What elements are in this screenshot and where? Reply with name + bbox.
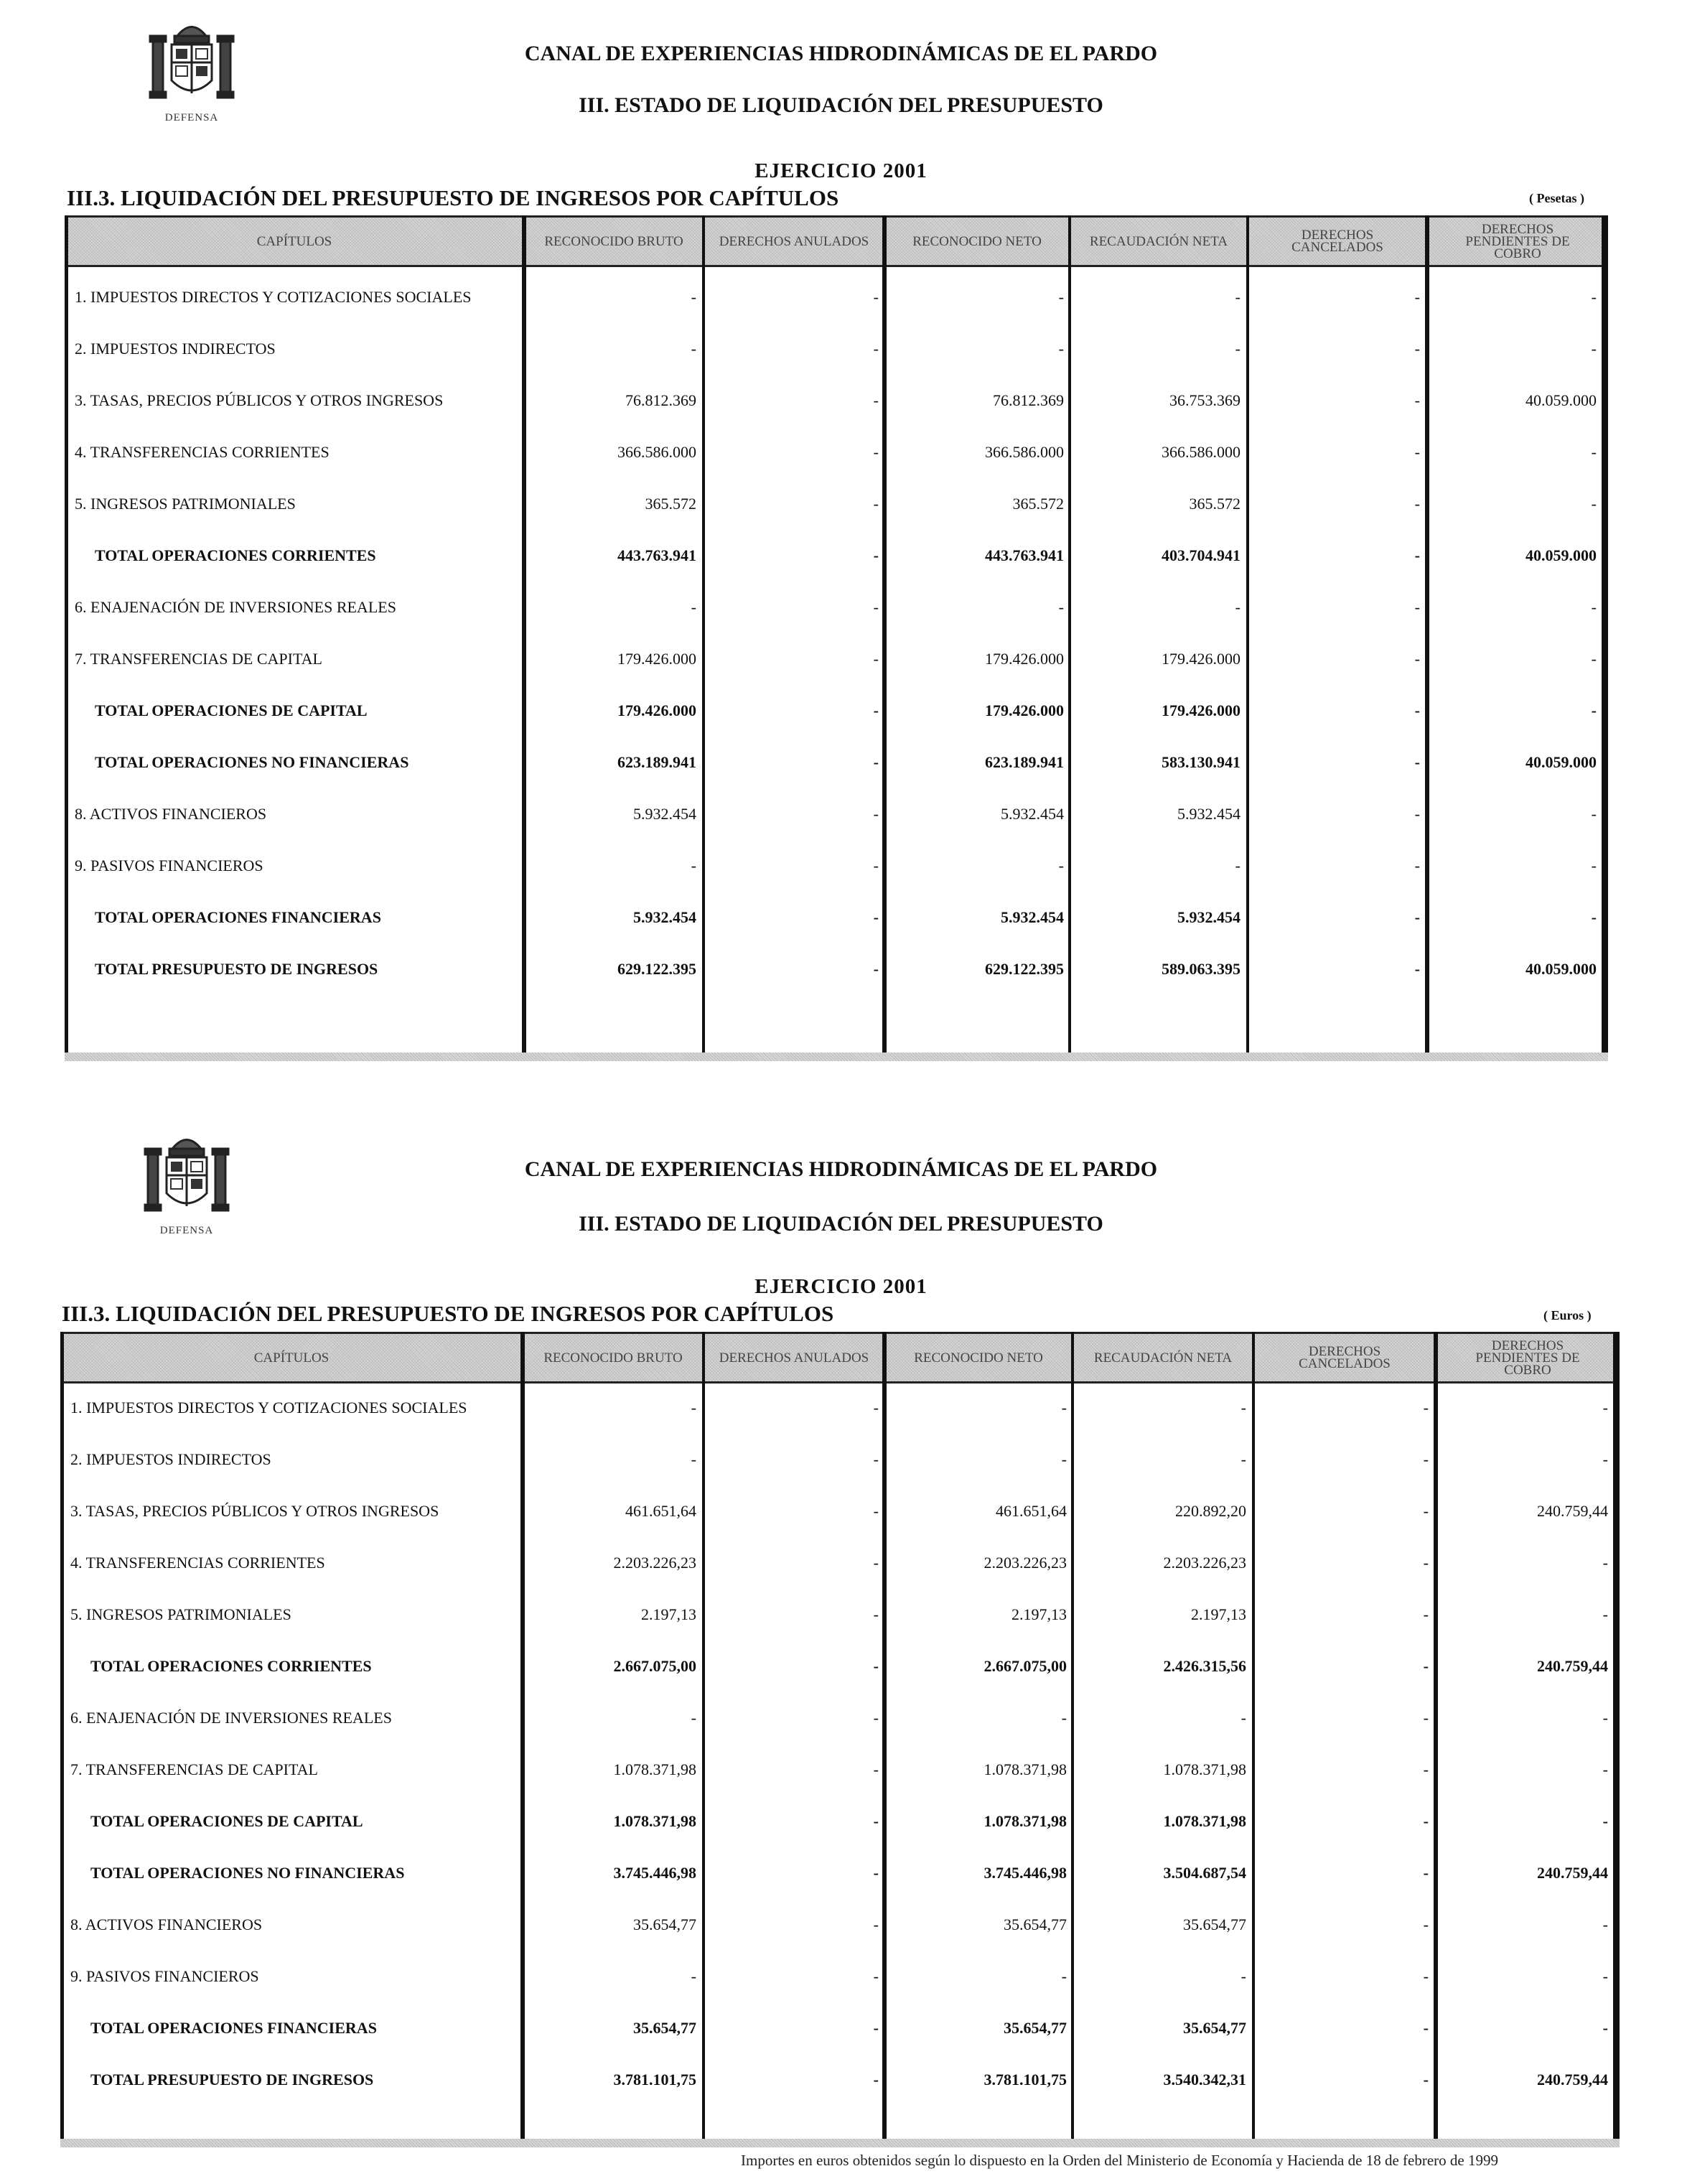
cell-derechos-cancelados: - [1423,1657,1429,1675]
cell-derechos-anulados: - [873,1864,879,1882]
table-row [60,1755,1620,1784]
cell-recaudacion-neta: - [1235,340,1241,358]
cell-reconocido-bruto: - [691,1709,696,1727]
cell-recaudacion-neta: - [1235,288,1241,306]
cell-reconocido-neto: 3.745.446,98 [983,1864,1067,1882]
cell-derechos-cancelados: - [1423,1864,1429,1882]
cell-reconocido-neto: - [1061,1709,1067,1727]
cell-derechos-anulados: - [873,1605,879,1623]
cell-reconocido-neto: 629.122.395 [985,960,1064,978]
cell-derechos-pendientes: 240.759,44 [1537,2071,1608,2089]
section-pesetas [0,0,1682,1077]
cell-recaudacion-neta: 3.540.342,31 [1163,2071,1246,2089]
cell-derechos-anulados: - [873,1812,879,1830]
col-header-reconocido-bruto: RECONOCIDO BRUTO [543,1350,683,1366]
table-total-row [60,2014,1620,2043]
col-header-derechos-anulados: DERECHOS ANULADOS [719,1350,869,1366]
cell-recaudacion-neta: 365.572 [1189,495,1241,513]
col-header-reconocido-neto: RECONOCIDO NETO [914,1350,1043,1366]
cell-row-label: TOTAL OPERACIONES CORRIENTES [95,546,376,564]
cell-reconocido-neto: 443.763.941 [985,546,1064,564]
cell-derechos-pendientes: 40.059.000 [1526,753,1597,771]
cell-row-label: 1. IMPUESTOS DIRECTOS Y COTIZACIONES SOCIALES [70,1399,467,1417]
table-row [65,386,1608,415]
table-total-row [65,696,1608,725]
cell-reconocido-bruto: 1.078.371,98 [613,1812,696,1830]
cell-derechos-anulados: - [873,546,879,564]
cell-reconocido-bruto: 76.812.369 [625,391,696,409]
cell-derechos-pendientes: - [1602,1915,1608,1933]
table-row [60,1910,1620,1939]
table-total-row [60,1652,1620,1681]
table-total-row [65,748,1608,777]
table-total-row [65,903,1608,932]
cell-derechos-cancelados: - [1414,340,1420,358]
cell-reconocido-bruto: - [691,857,696,874]
table-row [65,593,1608,622]
cell-derechos-cancelados: - [1414,650,1420,668]
cell-recaudacion-neta: 589.063.395 [1162,960,1241,978]
cell-recaudacion-neta: 403.704.941 [1162,546,1241,564]
cell-reconocido-bruto: 1.078.371,98 [613,1760,696,1778]
cell-reconocido-bruto: 366.586.000 [617,443,696,461]
cell-derechos-anulados: - [873,1760,879,1778]
cell-reconocido-bruto: 2.667.075,00 [613,1657,696,1675]
cell-reconocido-bruto: 179.426.000 [617,650,696,668]
cell-recaudacion-neta: 35.654,77 [1183,2019,1246,2037]
table-row [60,1394,1620,1422]
cell-reconocido-bruto: 179.426.000 [617,701,696,719]
cell-reconocido-neto: - [1058,857,1064,874]
cell-row-label: 7. TRANSFERENCIAS DE CAPITAL [70,1760,318,1778]
table-row [65,283,1608,312]
table-row [65,851,1608,880]
cell-derechos-anulados: - [873,1967,879,1985]
cell-derechos-pendientes: - [1591,805,1597,823]
cell-recaudacion-neta: 35.654,77 [1183,1915,1246,1933]
cell-derechos-cancelados: - [1423,1812,1429,1830]
cell-reconocido-neto: 366.586.000 [985,443,1064,461]
cell-derechos-pendientes: - [1591,443,1597,461]
cell-row-label: 6. ENAJENACIÓN DE INVERSIONES REALES [75,598,396,616]
cell-reconocido-bruto: - [691,1399,696,1417]
cell-reconocido-neto: - [1058,288,1064,306]
table-header [65,215,1608,267]
cell-derechos-pendientes: - [1602,1760,1608,1778]
cell-derechos-pendientes: - [1591,650,1597,668]
cell-reconocido-neto: 2.197,13 [1011,1605,1067,1623]
col-header-derechos-cancelados: DERECHOS CANCELADOS [1299,1344,1391,1371]
revenue-table-pesetas [65,215,1608,1060]
col-header-derechos-pendientes: DERECHOS PENDIENTES DE COBRO [1475,1338,1580,1378]
cell-derechos-cancelados: - [1414,701,1420,719]
cell-reconocido-bruto: - [691,598,696,616]
cell-derechos-pendientes: - [1591,495,1597,513]
cell-row-label: 8. ACTIVOS FINANCIEROS [70,1915,263,1933]
cell-row-label: TOTAL OPERACIONES CORRIENTES [90,1657,372,1675]
cell-derechos-cancelados: - [1423,1605,1429,1623]
cell-derechos-pendientes: - [1591,598,1597,616]
cell-row-label: 8. ACTIVOS FINANCIEROS [75,805,267,823]
cell-recaudacion-neta: 179.426.000 [1162,701,1241,719]
cell-derechos-pendientes: 40.059.000 [1526,546,1597,564]
col-header-derechos-cancelados: DERECHOS CANCELADOS [1291,228,1383,255]
cell-derechos-pendientes: 240.759,44 [1537,1502,1608,1520]
cell-reconocido-bruto: 623.189.941 [617,753,696,771]
cell-recaudacion-neta: 1.078.371,98 [1163,1812,1246,1830]
cell-derechos-pendientes: 240.759,44 [1537,1864,1608,1882]
cell-derechos-pendientes: - [1602,1450,1608,1468]
cell-derechos-cancelados: - [1423,1502,1429,1520]
cell-recaudacion-neta: 1.078.371,98 [1163,1760,1246,1778]
section-euros [0,1113,1682,2184]
cell-derechos-anulados: - [873,650,879,668]
cell-derechos-pendientes: 40.059.000 [1526,960,1597,978]
cell-recaudacion-neta: 3.504.687,54 [1163,1864,1246,1882]
cell-reconocido-neto: 3.781.101,75 [983,2071,1067,2089]
cell-row-label: TOTAL OPERACIONES FINANCIERAS [90,2019,377,2037]
cell-reconocido-neto: 461.651,64 [996,1502,1067,1520]
cell-reconocido-bruto: - [691,340,696,358]
cell-recaudacion-neta: 583.130.941 [1162,753,1241,771]
cell-derechos-anulados: - [873,2071,879,2089]
cell-derechos-cancelados: - [1414,288,1420,306]
cell-derechos-anulados: - [873,288,879,306]
cell-row-label: 3. TASAS, PRECIOS PÚBLICOS Y OTROS INGRESOS [70,1502,439,1520]
cell-row-label: TOTAL PRESUPUESTO DE INGRESOS [90,2071,374,2089]
table-row [65,335,1608,363]
cell-derechos-pendientes: - [1602,1605,1608,1623]
cell-reconocido-neto: 623.189.941 [985,753,1064,771]
currency-label: ( Pesetas ) [1529,191,1584,205]
cell-reconocido-bruto: 2.197,13 [641,1605,696,1623]
cell-row-label: 1. IMPUESTOS DIRECTOS Y COTIZACIONES SOCIALES [75,288,472,306]
cell-recaudacion-neta: - [1241,1450,1246,1468]
logo-label: DEFENSA [164,112,219,123]
cell-derechos-cancelados: - [1423,2019,1429,2037]
cell-derechos-anulados: - [873,805,879,823]
cell-reconocido-bruto: 5.932.454 [633,908,696,926]
cell-derechos-pendientes: - [1602,2019,1608,2037]
cell-derechos-cancelados: - [1423,1967,1429,1985]
cell-derechos-cancelados: - [1423,1760,1429,1778]
cell-derechos-cancelados: - [1414,960,1420,978]
cell-derechos-anulados: - [873,857,879,874]
cell-derechos-anulados: - [873,1450,879,1468]
table-row [60,1600,1620,1629]
cell-recaudacion-neta: 2.426.315,56 [1163,1657,1246,1675]
cell-derechos-pendientes: - [1602,1812,1608,1830]
cell-row-label: 4. TRANSFERENCIAS CORRIENTES [75,443,330,461]
cell-reconocido-neto: 5.932.454 [1001,805,1064,823]
cell-row-label: 5. INGRESOS PATRIMONIALES [70,1605,291,1623]
cell-recaudacion-neta: - [1235,598,1241,616]
cell-derechos-cancelados: - [1414,908,1420,926]
cell-reconocido-neto: - [1058,598,1064,616]
table-row [65,490,1608,518]
cell-derechos-cancelados: - [1414,546,1420,564]
cell-derechos-cancelados: - [1423,1554,1429,1572]
fiscal-year: EJERCICIO 2001 [754,159,928,182]
footnote: Importes en euros obtenidos según lo dispuesto en la Orden del Ministerio de Economía y Hacienda de 18 de febrero de 1999 [741,2152,1498,2169]
table-row [60,1704,1620,1732]
cell-reconocido-bruto: - [691,1967,696,1985]
cell-derechos-anulados: - [873,1657,879,1675]
cell-recaudacion-neta: 220.892,20 [1175,1502,1246,1520]
report-subtitle: III. ESTADO DE LIQUIDACIÓN DEL PRESUPUESTO [579,1212,1103,1236]
table-bottom-band [60,2139,1620,2147]
col-header-recaudacion-neta: RECAUDACIÓN NETA [1093,1350,1233,1366]
cell-derechos-cancelados: - [1414,495,1420,513]
cell-derechos-anulados: - [873,2019,879,2037]
table-total-row [65,541,1608,570]
cell-derechos-pendientes: - [1591,908,1597,926]
cell-row-label: 2. IMPUESTOS INDIRECTOS [75,340,276,358]
cell-derechos-anulados: - [873,908,879,926]
table-total-row [60,1807,1620,1836]
col-header-reconocido-bruto: RECONOCIDO BRUTO [544,233,683,249]
cell-recaudacion-neta: - [1235,857,1241,874]
report-subtitle: III. ESTADO DE LIQUIDACIÓN DEL PRESUPUESTO [579,93,1103,117]
cell-reconocido-neto: 365.572 [1012,495,1064,513]
cell-reconocido-neto: 5.932.454 [1001,908,1064,926]
cell-reconocido-bruto: 629.122.395 [617,960,696,978]
cell-row-label: TOTAL OPERACIONES DE CAPITAL [95,701,368,719]
fiscal-year: EJERCICIO 2001 [754,1275,928,1298]
table-bottom-band [65,1053,1608,1061]
cell-derechos-anulados: - [873,495,879,513]
table-total-row [60,1859,1620,1887]
table-header [60,1332,1620,1383]
cell-recaudacion-neta: 179.426.000 [1162,650,1241,668]
cell-reconocido-neto: - [1058,340,1064,358]
cell-derechos-pendientes: - [1602,1554,1608,1572]
table-row [65,800,1608,829]
cell-reconocido-neto: 2.203.226,23 [983,1554,1067,1572]
cell-row-label: 9. PASIVOS FINANCIEROS [70,1967,259,1985]
cell-derechos-pendientes: 240.759,44 [1537,1657,1608,1675]
cell-reconocido-bruto: 35.654,77 [633,1915,696,1933]
cell-row-label: TOTAL PRESUPUESTO DE INGRESOS [95,960,378,978]
col-header-capitulos: CAPÍTULOS [256,233,332,249]
cell-reconocido-bruto: 35.654,77 [633,2019,696,2037]
cell-derechos-cancelados: - [1414,443,1420,461]
table-total-row [60,2066,1620,2094]
cell-derechos-anulados: - [873,1554,879,1572]
cell-derechos-pendientes: 40.059.000 [1526,391,1597,409]
cell-reconocido-neto: - [1061,1450,1067,1468]
cell-row-label: TOTAL OPERACIONES FINANCIERAS [95,908,381,926]
cell-row-label: TOTAL OPERACIONES DE CAPITAL [90,1812,363,1830]
cell-recaudacion-neta: - [1241,1399,1246,1417]
cell-row-label: 6. ENAJENACIÓN DE INVERSIONES REALES [70,1709,392,1727]
cell-derechos-anulados: - [873,753,879,771]
cell-reconocido-neto: 76.812.369 [993,391,1064,409]
cell-row-label: 3. TASAS, PRECIOS PÚBLICOS Y OTROS INGRESOS [75,391,444,409]
cell-derechos-cancelados: - [1414,857,1420,874]
cell-recaudacion-neta: 366.586.000 [1162,443,1241,461]
cell-reconocido-neto: 35.654,77 [1004,1915,1067,1933]
cell-derechos-anulados: - [873,1915,879,1933]
cell-derechos-cancelados: - [1423,1450,1429,1468]
table-row [65,645,1608,673]
table-title: III.3. LIQUIDACIÓN DEL PRESUPUESTO DE INGRESOS POR CAPÍTULOS [67,185,839,210]
col-header-derechos-anulados: DERECHOS ANULADOS [719,233,869,249]
cell-derechos-pendientes: - [1602,1967,1608,1985]
cell-derechos-anulados: - [873,598,879,616]
cell-reconocido-bruto: 3.745.446,98 [613,1864,696,1882]
cell-recaudacion-neta: 5.932.454 [1177,908,1241,926]
table-row [60,1445,1620,1474]
org-title: CANAL DE EXPERIENCIAS HIDRODINÁMICAS DE EL PARDO [524,1157,1158,1181]
col-header-capitulos: CAPÍTULOS [253,1350,330,1366]
cell-row-label: 5. INGRESOS PATRIMONIALES [75,495,296,513]
col-header-derechos-pendientes: DERECHOS PENDIENTES DE COBRO [1465,221,1570,261]
cell-reconocido-neto: 1.078.371,98 [983,1812,1067,1830]
cell-derechos-cancelados: - [1423,1709,1429,1727]
cell-row-label: TOTAL OPERACIONES NO FINANCIERAS [90,1864,405,1882]
cell-row-label: 9. PASIVOS FINANCIEROS [75,857,263,874]
cell-derechos-anulados: - [873,1502,879,1520]
table-title: III.3. LIQUIDACIÓN DEL PRESUPUESTO DE INGRESOS POR CAPÍTULOS [62,1301,834,1326]
cell-derechos-pendientes: - [1602,1399,1608,1417]
cell-row-label: 2. IMPUESTOS INDIRECTOS [70,1450,271,1468]
table-row [65,438,1608,467]
cell-reconocido-neto: 35.654,77 [1004,2019,1067,2037]
cell-row-label: 7. TRANSFERENCIAS DE CAPITAL [75,650,322,668]
cell-row-label: TOTAL OPERACIONES NO FINANCIERAS [95,753,409,771]
cell-derechos-anulados: - [873,391,879,409]
cell-row-label: 4. TRANSFERENCIAS CORRIENTES [70,1554,325,1572]
cell-derechos-cancelados: - [1414,391,1420,409]
cell-derechos-anulados: - [873,701,879,719]
cell-recaudacion-neta: 36.753.369 [1169,391,1241,409]
cell-derechos-cancelados: - [1414,598,1420,616]
cell-derechos-anulados: - [873,443,879,461]
cell-reconocido-neto: 2.667.075,00 [983,1657,1067,1675]
cell-derechos-anulados: - [873,1709,879,1727]
col-header-reconocido-neto: RECONOCIDO NETO [912,233,1042,249]
cell-derechos-cancelados: - [1423,2071,1429,2089]
cell-derechos-cancelados: - [1414,753,1420,771]
cell-derechos-anulados: - [873,960,879,978]
cell-reconocido-bruto: - [691,1450,696,1468]
org-title: CANAL DE EXPERIENCIAS HIDRODINÁMICAS DE EL PARDO [524,42,1158,65]
cell-recaudacion-neta: - [1241,1967,1246,1985]
logo-label: DEFENSA [159,1225,214,1236]
cell-derechos-anulados: - [873,1399,879,1417]
cell-reconocido-bruto: 5.932.454 [633,805,696,823]
currency-label: ( Euros ) [1543,1308,1592,1322]
cell-derechos-cancelados: - [1423,1399,1429,1417]
cell-recaudacion-neta: 2.203.226,23 [1163,1554,1246,1572]
cell-reconocido-bruto: 365.572 [645,495,696,513]
cell-reconocido-bruto: 443.763.941 [617,546,696,564]
table-total-row [65,955,1608,984]
cell-reconocido-neto: 1.078.371,98 [983,1760,1067,1778]
cell-reconocido-bruto: 2.203.226,23 [613,1554,696,1572]
revenue-table-euros [60,1332,1620,2143]
cell-reconocido-bruto: 461.651,64 [625,1502,696,1520]
cell-derechos-pendientes: - [1591,701,1597,719]
cell-derechos-pendientes: - [1591,288,1597,306]
cell-reconocido-bruto: - [691,288,696,306]
cell-reconocido-neto: - [1061,1967,1067,1985]
cell-derechos-pendientes: - [1591,857,1597,874]
table-row [60,1497,1620,1526]
cell-recaudacion-neta: - [1241,1709,1246,1727]
cell-reconocido-bruto: 3.781.101,75 [613,2071,696,2089]
col-header-recaudacion-neta: RECAUDACIÓN NETA [1089,233,1228,249]
table-row [60,1962,1620,1991]
cell-derechos-pendientes: - [1602,1709,1608,1727]
cell-derechos-cancelados: - [1414,805,1420,823]
cell-reconocido-neto: 179.426.000 [985,701,1064,719]
table-row [60,1549,1620,1577]
cell-derechos-cancelados: - [1423,1915,1429,1933]
cell-reconocido-neto: 179.426.000 [985,650,1064,668]
cell-recaudacion-neta: 2.197,13 [1191,1605,1246,1623]
cell-reconocido-neto: - [1061,1399,1067,1417]
cell-recaudacion-neta: 5.932.454 [1177,805,1241,823]
cell-derechos-pendientes: - [1591,340,1597,358]
cell-derechos-anulados: - [873,340,879,358]
